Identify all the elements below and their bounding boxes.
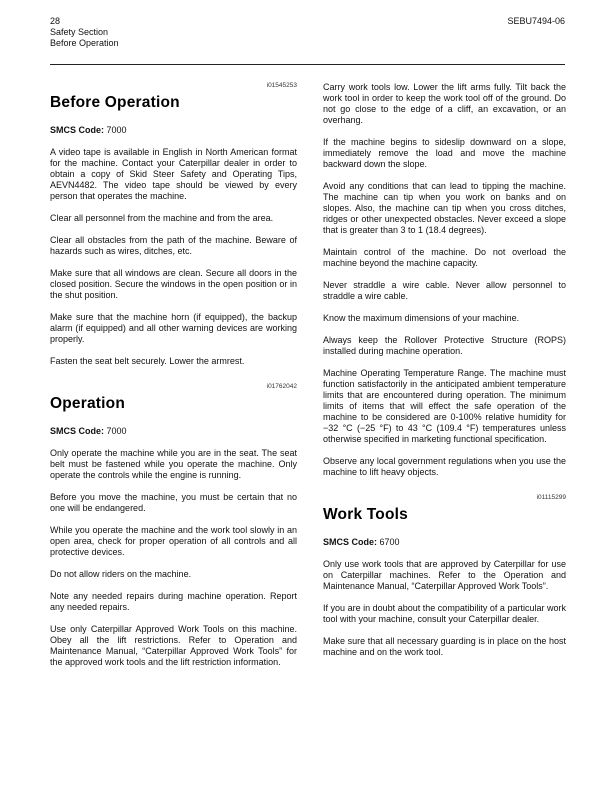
paragraph: While you operate the machine and the work tool slowly in an open area, check for proper operation of all controls and all protective devices. — [50, 525, 297, 557]
header-rule — [50, 64, 565, 65]
smcs-value: 7000 — [106, 426, 127, 436]
paragraph: Maintain control of the machine. Do not overload the machine beyond the machine capacity. — [323, 247, 566, 268]
smcs-value: 7000 — [106, 125, 127, 135]
section-heading: Work Tools — [323, 506, 408, 523]
paragraph: Make sure that the machine horn (if equipped), the backup alarm (if equipped) and all other warning devices are working properly. — [50, 312, 297, 344]
page-header — [50, 16, 565, 49]
smcs-code-line — [50, 426, 297, 437]
right-column — [323, 82, 566, 669]
smcs-code-line — [50, 125, 297, 136]
before-operation-continuation — [323, 82, 566, 478]
smcs-value: 6700 — [379, 537, 400, 547]
section-before-operation — [50, 82, 297, 367]
smcs-label: SMCS Code: — [50, 426, 104, 436]
paragraph: Always keep the Rollover Protective Structure (ROPS) installed during machine operation. — [323, 335, 566, 356]
paragraph: Make sure that all necessary guarding is in place on the host machine and on the work tool. — [323, 636, 566, 657]
page-number: 28 — [50, 16, 61, 26]
header-subsection-title: Before Operation — [50, 38, 119, 48]
header-left-block — [50, 16, 119, 49]
section-heading: Operation — [50, 395, 126, 412]
paragraph: Only operate the machine while you are in the seat. The seat belt must be fastened while you operate the machine. Only operate the controls while the engine is running. — [50, 448, 297, 480]
smcs-code-line — [323, 537, 566, 548]
smcs-label: SMCS Code: — [50, 125, 104, 135]
paragraph: Observe any local government regulations when you use the machine to lift heavy objects. — [323, 456, 566, 477]
paragraph: Never straddle a wire cable. Never allow personnel to straddle a wire cable. — [323, 280, 566, 301]
paragraph: Carry work tools low. Lower the lift arms fully. Tilt back the work tool in order to keep the work tool off of the ground. Do not go close to the edge of a cliff, an excavation, or an overhang. — [323, 82, 566, 125]
paragraph: Use only Caterpillar Approved Work Tools on this machine. Obey all the lift restrictions. Refer to Operation and Maintenance Manual, “Caterpillar Approved Work Tools” for the approved work tools and the lift restriction information. — [50, 624, 297, 667]
section-heading: Before Operation — [50, 94, 180, 111]
paragraph: Make sure that all windows are clean. Secure all doors in the closed position. Secure the windows in the open position or in the shut position. — [50, 268, 297, 300]
paragraph: If the machine begins to sideslip downward on a slope, immediately remove the load and move the machine backward down the slope. — [323, 137, 566, 169]
paragraph: Before you move the machine, you must be certain that no one will be endangered. — [50, 492, 297, 513]
left-column — [50, 82, 297, 679]
paragraph: Clear all personnel from the machine and from the area. — [50, 213, 274, 223]
paragraph: A video tape is available in English in North American format for the machine. Contact your Caterpillar dealer in order to obtain a copy of Skid Steer Safety and Operating Tips, AEVN4482. The video tape should be viewed by every person that operates the machine. — [50, 147, 297, 201]
paragraph: Do not allow riders on the machine. — [50, 569, 192, 579]
paragraph: Fasten the seat belt securely. Lower the armrest. — [50, 356, 245, 366]
section-work-tools — [323, 494, 566, 658]
paragraph: Only use work tools that are approved by Caterpillar for use on Caterpillar machines. Refer to the Operation and Maintenance Manual, “Caterpillar Approved Work Tools”. — [323, 559, 566, 591]
section-id: i01762042 — [266, 383, 297, 390]
section-id: i01115299 — [536, 494, 566, 501]
header-section-title: Safety Section — [50, 27, 109, 37]
paragraph: Avoid any conditions that can lead to tipping the machine. The machine can tip when you work on banks and on slopes. Also, the machine can tip when you cross ditches, ridges or other unexpected obstacles. Never exceed a slope that is greater than 3 to 1 (18.4 degrees). — [323, 181, 566, 235]
paragraph: Note any needed repairs during machine operation. Report any needed repairs. — [50, 591, 297, 612]
section-id: i01545253 — [266, 82, 297, 89]
paragraph: Know the maximum dimensions of your machine. — [323, 313, 520, 323]
paragraph: If you are in doubt about the compatibility of a particular work tool with your machine, consult your Caterpillar dealer. — [323, 603, 566, 624]
paragraph: Clear all obstacles from the path of the machine. Beware of hazards such as wires, ditches, etc. — [50, 235, 297, 256]
smcs-label: SMCS Code: — [323, 537, 377, 547]
doc-code: SEBU7494-06 — [507, 16, 565, 26]
section-operation — [50, 383, 297, 668]
paragraph: Machine Operating Temperature Range. The machine must function satisfactorily in the anticipated ambient temperature limits that are encountered during operation. The minimum limits of items that will effect the safe operation of the machine to be considered are 0-100% relative humidity for −32 °C (−25 °F) to 43 °C (109.4 °F) temperatures unless otherwise specified in marketing functional specification. — [323, 368, 566, 444]
